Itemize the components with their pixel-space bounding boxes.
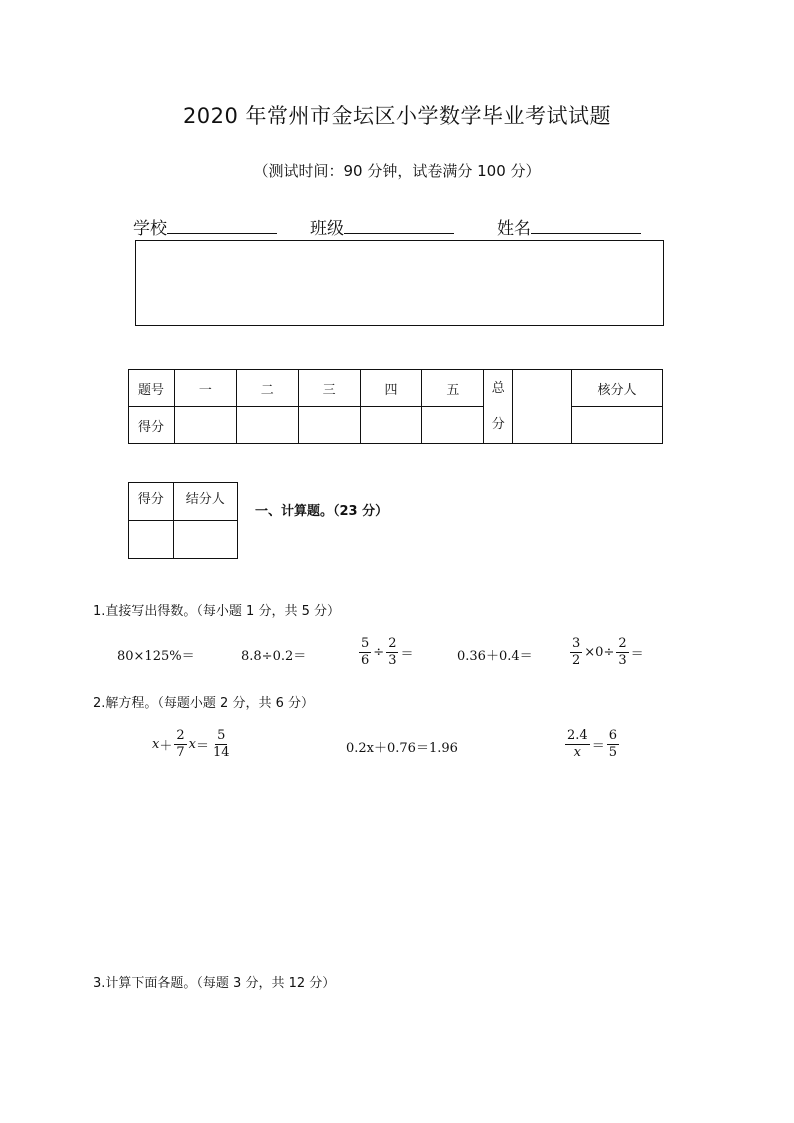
- name-blank[interactable]: [531, 217, 641, 234]
- denominator: x: [573, 745, 582, 761]
- class-field: [310, 214, 454, 239]
- fraction: [211, 729, 232, 761]
- q1-item-d: 0.36＋0.4＝: [457, 649, 533, 664]
- q2-item-b: 0.2x＋0.76＝1.96: [346, 741, 458, 756]
- checker-cell[interactable]: [572, 407, 663, 444]
- total-label-bottom: 分: [491, 416, 505, 432]
- school-label: 学校: [133, 219, 167, 239]
- variable: x: [152, 737, 160, 753]
- section1-score-label: 得分: [129, 483, 174, 521]
- numerator: 6: [607, 729, 619, 745]
- equals-sign: ＝: [195, 739, 209, 755]
- question-number-label: 题号: [129, 370, 175, 407]
- equals-sign: ＝: [400, 647, 414, 663]
- section1-score-box: [128, 482, 238, 559]
- name-label: 姓名: [497, 219, 531, 239]
- fraction: [359, 637, 371, 669]
- numerator: 2: [174, 729, 186, 745]
- denominator: 2: [572, 653, 581, 669]
- page-title: 2020 年常州市金坛区小学数学毕业考试试题: [182, 104, 612, 128]
- score-cell-5[interactable]: [422, 407, 484, 444]
- column-header-1: 一: [174, 370, 236, 407]
- total-score-cell[interactable]: [513, 370, 572, 444]
- q2-item-a: [152, 729, 234, 761]
- q1-title: 1.直接写出得数。（每小题 1 分，共 5 分）: [93, 604, 340, 619]
- numerator: 5: [215, 729, 227, 745]
- q1-item-e: [568, 637, 644, 669]
- operator: ＋: [159, 739, 173, 755]
- q2-item-c: [563, 729, 621, 761]
- score-row-label: 得分: [129, 407, 175, 444]
- q1-item-b: 8.8÷0.2＝: [241, 649, 307, 664]
- numerator: 3: [570, 637, 582, 653]
- info-box: [135, 240, 664, 326]
- column-header-4: 四: [360, 370, 422, 407]
- section1-grader-cell[interactable]: [173, 521, 237, 559]
- score-cell-1[interactable]: [174, 407, 236, 444]
- denominator: 7: [176, 745, 185, 761]
- denominator: 14: [213, 745, 230, 761]
- denominator: 3: [618, 653, 627, 669]
- numerator: 5: [359, 637, 371, 653]
- q2-title: 2.解方程。（每题小题 2 分，共 6 分）: [93, 696, 314, 711]
- q3-title: 3.计算下面各题。（每题 3 分，共 12 分）: [93, 976, 336, 991]
- fraction: [386, 637, 398, 669]
- numerator: 2: [616, 637, 628, 653]
- column-header-3: 三: [298, 370, 360, 407]
- operator: ×0÷: [584, 645, 615, 661]
- denominator: 5: [608, 745, 617, 761]
- school-field: [133, 214, 277, 239]
- section1-heading: 一、计算题。（23 分）: [255, 504, 389, 519]
- class-blank[interactable]: [344, 217, 454, 234]
- checker-label: 核分人: [572, 370, 663, 407]
- column-header-5: 五: [422, 370, 484, 407]
- operator: ÷: [373, 645, 385, 661]
- fraction: [607, 729, 619, 761]
- fraction: [570, 637, 582, 669]
- score-cell-4[interactable]: [360, 407, 422, 444]
- numerator: 2: [386, 637, 398, 653]
- numerator: 2.4: [565, 729, 590, 745]
- variable: x: [188, 737, 196, 753]
- equals-sign: ＝: [591, 739, 605, 755]
- equals-sign: ＝: [630, 647, 644, 663]
- section1-grader-label: 结分人: [173, 483, 237, 521]
- fraction: [565, 729, 590, 761]
- fraction: [616, 637, 628, 669]
- score-cell-2[interactable]: [236, 407, 298, 444]
- q1-item-a: 80×125%＝: [117, 649, 195, 664]
- school-blank[interactable]: [167, 217, 277, 234]
- score-table: [128, 369, 663, 444]
- column-header-2: 二: [236, 370, 298, 407]
- class-label: 班级: [310, 219, 344, 239]
- denominator: 6: [361, 653, 370, 669]
- denominator: 3: [388, 653, 397, 669]
- section1-score-cell[interactable]: [129, 521, 174, 559]
- score-cell-3[interactable]: [298, 407, 360, 444]
- total-label-top: 总: [491, 380, 505, 396]
- total-label-cell: [484, 370, 513, 444]
- fraction: [174, 729, 186, 761]
- name-field: [497, 214, 641, 239]
- q1-item-c: [357, 637, 413, 669]
- page-subtitle: （测试时间：90 分钟，试卷满分 100 分）: [253, 162, 541, 180]
